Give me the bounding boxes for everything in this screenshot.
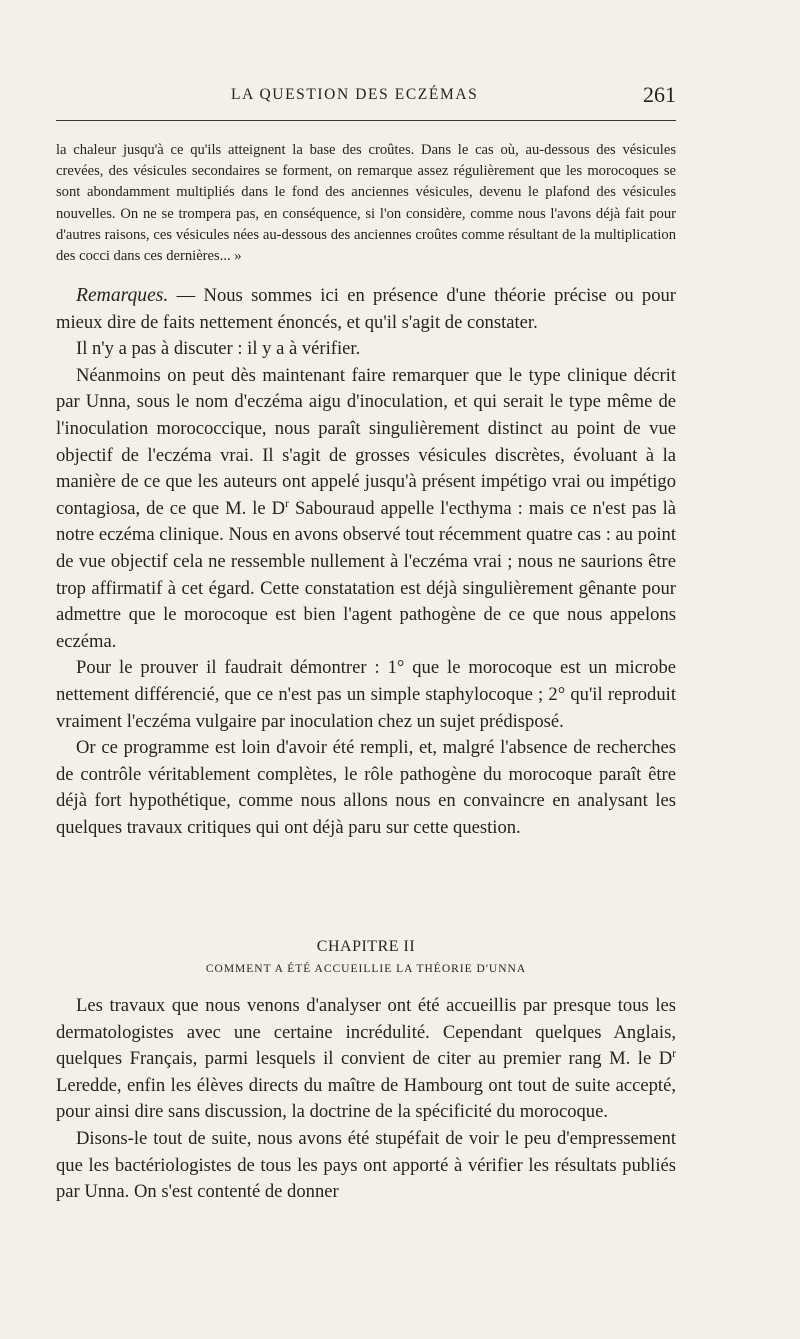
superscript: r xyxy=(285,497,289,510)
paragraph-text: Les travaux que nous venons d'analyser ont été accueillis par presque tous les dermatologistes avec une certaine incrédulité. Cependant quelques Anglais, quelques Français, parmi lesquels il convient de citer au premier rang M. le D xyxy=(56,995,676,1070)
page-number: 261 xyxy=(643,82,676,107)
chapter-subtitle: COMMENT A ÉTÉ ACCUEILLIE LA THÉORIE D'UNNA xyxy=(205,963,527,975)
chapter-text xyxy=(56,993,676,1206)
paragraph-text: Sabouraud appelle l'ecthyma : mais ce n'est pas là notre eczéma clinique. Nous en avons observé tout récemment quatre cas : au point de vue objectif cela ne ressemble nullement à l'eczéma vrai ; nous ne saurions être trop affirmatif à cet égard. Cette constatation est déjà singulièrement gênante pour admettre que le morocoque est bien l'agent pathogène de ce que nous appelons eczéma. xyxy=(56,497,677,652)
superscript: r xyxy=(672,1048,676,1060)
main-text xyxy=(56,283,676,841)
paragraph xyxy=(56,363,676,656)
paragraph xyxy=(56,993,676,1126)
paragraph-text: Néanmoins on peut dès maintenant faire remarquer que le type clinique décrit par Unna, sous le nom d'eczéma aigu d'inoculation, et qui serait le type même de l'inoculation morococcique, nous paraît singulièrement distinct au point de vue objectif de l'eczéma vrai. Il s'agit de grosses vésicules discrètes, évoluant à la manière de ce que les auteurs ont appelé jusqu'à présent impétigo vrai ou impétigo contagiosa, de ce que M. le D xyxy=(56,364,676,519)
header-rule xyxy=(56,120,676,121)
remarques-label: Remarques. xyxy=(76,285,169,306)
chapter-title: CHAPITRE II xyxy=(316,938,416,955)
paragraph: Pour le prouver il faudrait démontrer : 1° que le morocoque est un microbe nettement différencié, que ce n'est pas un simple staphylocoque ; 2° qu'il reproduit vraiment l'eczéma vulgaire par inoculation chez un sujet prédisposé. xyxy=(56,657,676,732)
page-header xyxy=(56,82,676,112)
quoted-passage xyxy=(56,140,676,267)
paragraph: Or ce programme est loin d'avoir été rempli, et, malgré l'absence de recherches de contrôle véritablement complètes, le rôle pathogène du morocoque paraît être déjà fort hypothétique, comme nous allons nous en convaincre en analysant les quelques travaux critiques qui ont déjà paru sur cette question. xyxy=(56,737,676,838)
running-title: LA QUESTION DES ECZÉMAS xyxy=(231,86,479,103)
paragraph: Il n'y a pas à discuter : il y a à vérifier. xyxy=(76,338,361,360)
paragraph: Disons-le tout de suite, nous avons été stupéfait de voir le peu d'empressement que les bactériologistes de tous les pays ont apporté à vérifier les résultats publiés par Unna. On s'est contenté de donner xyxy=(56,1127,676,1203)
quote-paragraph: la chaleur jusqu'à ce qu'ils atteignent la base des croûtes. Dans le cas où, au-dessous des vésicules crevées, des vésicules secondaires se forment, on remarque assez régulièrement que les morocoques se sont abondamment multipliés dans le fond des anciennes vésicules, devenu le plafond des vésicules nouvelles. On ne se trompera pas, en conséquence, si l'on considère, comme nous l'avons déjà fait pour d'autres raisons, ces vésicules nées au-dessous des anciennes croûtes comme résultant de la multiplication des cocci dans ces dernières... » xyxy=(56,142,676,265)
paragraph-text: — Nous sommes ici en présence d'une théorie précise ou pour mieux dire de faits nettement énoncés, et qu'il s'agit de constater. xyxy=(56,285,676,333)
paragraph-text: Leredde, enfin les élèves directs du maître de Hambourg ont tout de suite accepté, pour ainsi dire sans discussion, la doctrine de la spécificité du morocoque. xyxy=(56,1074,676,1123)
paragraph-remarques xyxy=(56,283,676,336)
